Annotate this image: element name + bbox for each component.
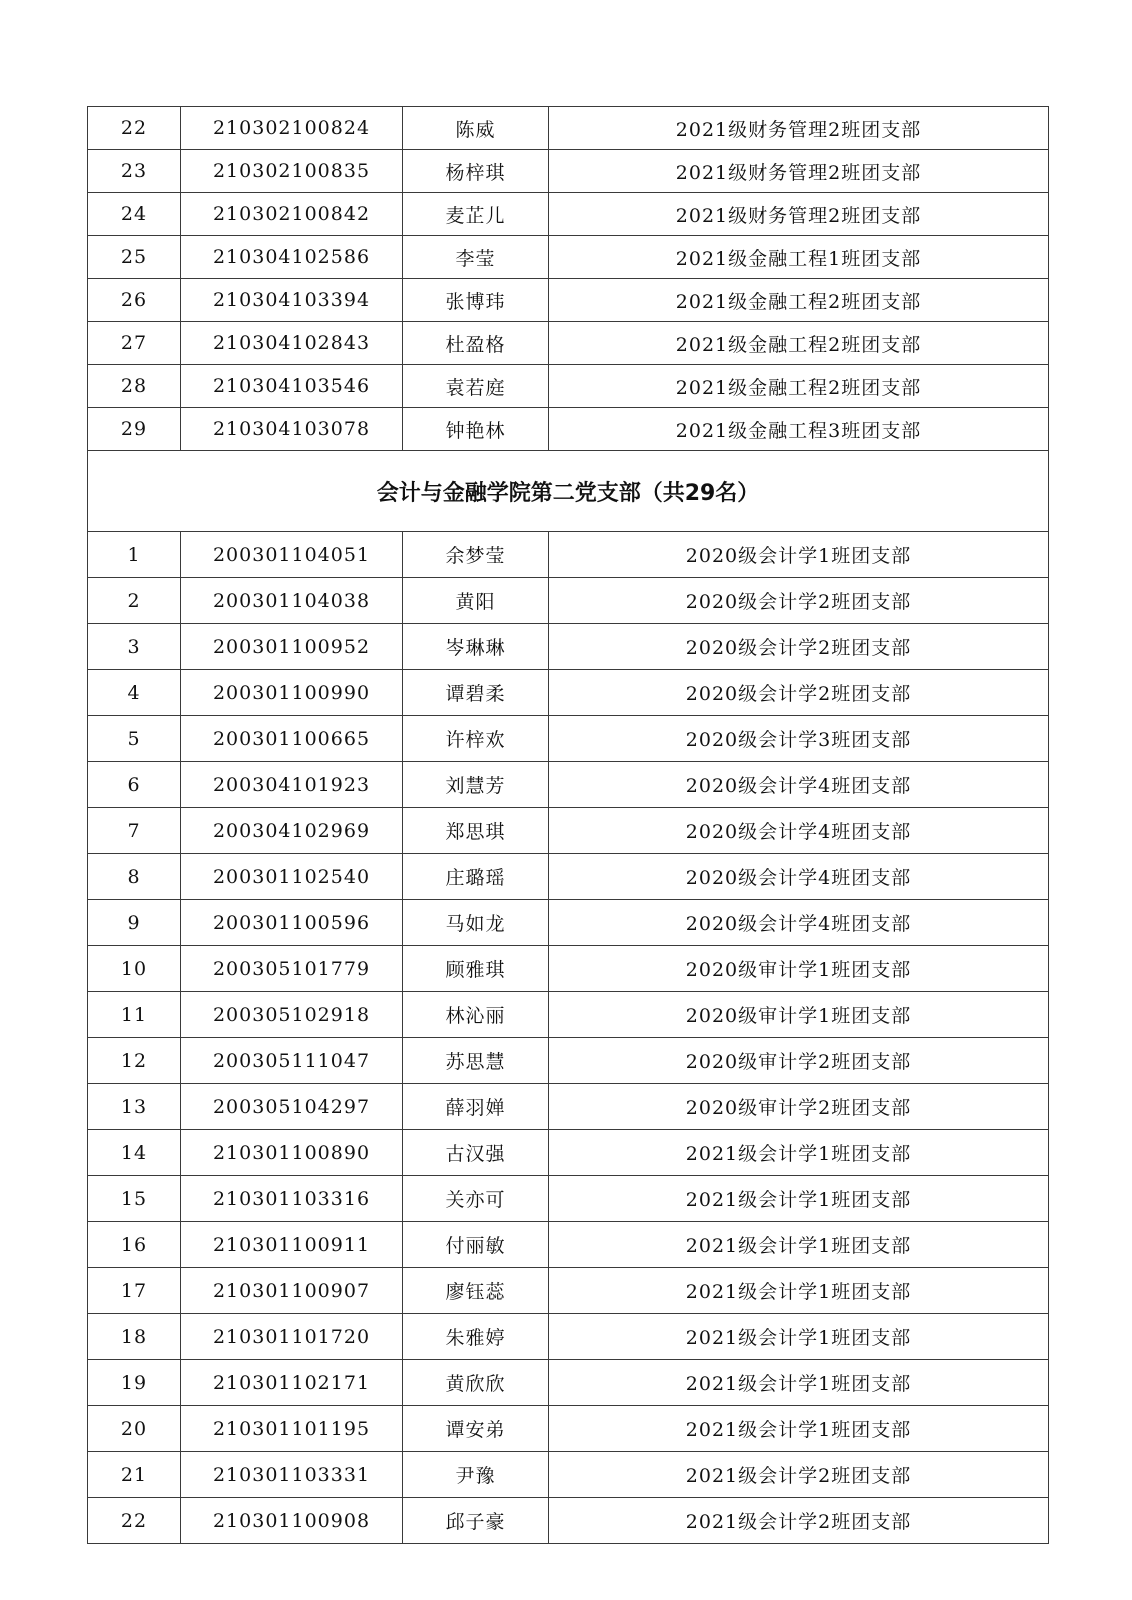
student-name: 岑琳琳	[403, 624, 549, 670]
student-id: 200301100990	[181, 670, 403, 716]
league-branch: 2020级会计学4班团支部	[549, 900, 1049, 946]
row-number: 25	[88, 236, 181, 279]
student-name: 苏思慧	[403, 1038, 549, 1084]
student-id: 200305104297	[181, 1084, 403, 1130]
league-branch: 2021级金融工程2班团支部	[549, 279, 1049, 322]
league-branch: 2020级会计学1班团支部	[549, 532, 1049, 578]
league-branch: 2021级会计学2班团支部	[549, 1452, 1049, 1498]
league-branch: 2021级会计学1班团支部	[549, 1360, 1049, 1406]
league-branch: 2020级会计学3班团支部	[549, 716, 1049, 762]
league-branch: 2021级会计学1班团支部	[549, 1130, 1049, 1176]
row-number: 17	[88, 1268, 181, 1314]
league-branch: 2020级会计学4班团支部	[549, 762, 1049, 808]
student-id: 210304103546	[181, 365, 403, 408]
student-id: 200305102918	[181, 992, 403, 1038]
league-branch: 2020级会计学4班团支部	[549, 808, 1049, 854]
member-roster-table	[87, 106, 1049, 1544]
table-row	[88, 946, 1049, 992]
row-number: 13	[88, 1084, 181, 1130]
row-number: 23	[88, 150, 181, 193]
student-name: 袁若庭	[403, 365, 549, 408]
league-branch: 2021级金融工程2班团支部	[549, 365, 1049, 408]
student-name: 朱雅婷	[403, 1314, 549, 1360]
league-branch: 2021级金融工程3班团支部	[549, 408, 1049, 451]
row-number: 28	[88, 365, 181, 408]
student-name: 李莹	[403, 236, 549, 279]
student-id: 210301100911	[181, 1222, 403, 1268]
row-number: 21	[88, 1452, 181, 1498]
student-name: 杜盈格	[403, 322, 549, 365]
league-branch: 2020级会计学2班团支部	[549, 624, 1049, 670]
student-name: 林沁丽	[403, 992, 549, 1038]
student-name: 张博玮	[403, 279, 549, 322]
student-id: 200304101923	[181, 762, 403, 808]
table-row	[88, 1314, 1049, 1360]
student-id: 210304102843	[181, 322, 403, 365]
student-name: 付丽敏	[403, 1222, 549, 1268]
student-name: 马如龙	[403, 900, 549, 946]
league-branch: 2021级会计学1班团支部	[549, 1176, 1049, 1222]
row-number: 6	[88, 762, 181, 808]
row-number: 10	[88, 946, 181, 992]
league-branch: 2021级财务管理2班团支部	[549, 150, 1049, 193]
table-row	[88, 1130, 1049, 1176]
table-row	[88, 532, 1049, 578]
league-branch: 2020级会计学4班团支部	[549, 854, 1049, 900]
section-heading-row	[88, 451, 1049, 532]
league-branch: 2020级审计学2班团支部	[549, 1038, 1049, 1084]
student-name: 谭安弟	[403, 1406, 549, 1452]
student-id: 200301100596	[181, 900, 403, 946]
row-number: 14	[88, 1130, 181, 1176]
league-branch: 2021级会计学1班团支部	[549, 1406, 1049, 1452]
student-id: 210301101195	[181, 1406, 403, 1452]
table-row	[88, 1176, 1049, 1222]
league-branch: 2020级审计学1班团支部	[549, 946, 1049, 992]
table-row	[88, 150, 1049, 193]
student-id: 210304103394	[181, 279, 403, 322]
student-id: 210301103331	[181, 1452, 403, 1498]
league-branch: 2021级财务管理2班团支部	[549, 107, 1049, 150]
table-row	[88, 365, 1049, 408]
row-number: 22	[88, 1498, 181, 1544]
table-row	[88, 279, 1049, 322]
student-name: 陈威	[403, 107, 549, 150]
student-name: 余梦莹	[403, 532, 549, 578]
student-name: 顾雅琪	[403, 946, 549, 992]
row-number: 12	[88, 1038, 181, 1084]
section-heading: 会计与金融学院第二党支部（共29名）	[88, 451, 1049, 532]
row-number: 20	[88, 1406, 181, 1452]
student-id: 200301104051	[181, 532, 403, 578]
student-id: 200305111047	[181, 1038, 403, 1084]
student-id: 200301104038	[181, 578, 403, 624]
league-branch: 2021级金融工程1班团支部	[549, 236, 1049, 279]
student-name: 黄欣欣	[403, 1360, 549, 1406]
table-row	[88, 900, 1049, 946]
table-row	[88, 716, 1049, 762]
student-id: 200304102969	[181, 808, 403, 854]
row-number: 11	[88, 992, 181, 1038]
row-number: 19	[88, 1360, 181, 1406]
table-row	[88, 193, 1049, 236]
student-name: 麦芷儿	[403, 193, 549, 236]
table-row	[88, 1498, 1049, 1544]
row-number: 15	[88, 1176, 181, 1222]
row-number: 24	[88, 193, 181, 236]
league-branch: 2020级会计学2班团支部	[549, 578, 1049, 624]
row-number: 9	[88, 900, 181, 946]
student-id: 210301102171	[181, 1360, 403, 1406]
row-number: 2	[88, 578, 181, 624]
row-number: 8	[88, 854, 181, 900]
row-number: 18	[88, 1314, 181, 1360]
table-row	[88, 1452, 1049, 1498]
student-id: 210301101720	[181, 1314, 403, 1360]
student-id: 210302100824	[181, 107, 403, 150]
table-row	[88, 762, 1049, 808]
student-name: 薛羽婵	[403, 1084, 549, 1130]
table-row	[88, 236, 1049, 279]
student-name: 谭碧柔	[403, 670, 549, 716]
student-id: 210302100842	[181, 193, 403, 236]
student-name: 庄璐瑶	[403, 854, 549, 900]
row-number: 26	[88, 279, 181, 322]
table-row	[88, 992, 1049, 1038]
student-id: 200301102540	[181, 854, 403, 900]
student-id: 210304102586	[181, 236, 403, 279]
table-row	[88, 1222, 1049, 1268]
student-name: 杨梓琪	[403, 150, 549, 193]
table-row	[88, 408, 1049, 451]
table-row	[88, 1038, 1049, 1084]
league-branch: 2021级会计学1班团支部	[549, 1314, 1049, 1360]
table-row	[88, 670, 1049, 716]
table-row	[88, 808, 1049, 854]
row-number: 4	[88, 670, 181, 716]
table-row	[88, 107, 1049, 150]
row-number: 22	[88, 107, 181, 150]
row-number: 7	[88, 808, 181, 854]
student-name: 古汉强	[403, 1130, 549, 1176]
student-id: 200301100952	[181, 624, 403, 670]
row-number: 29	[88, 408, 181, 451]
league-branch: 2021级金融工程2班团支部	[549, 322, 1049, 365]
student-name: 廖钰蕊	[403, 1268, 549, 1314]
student-name: 关亦可	[403, 1176, 549, 1222]
student-name: 尹豫	[403, 1452, 549, 1498]
student-id: 210301103316	[181, 1176, 403, 1222]
league-branch: 2020级会计学2班团支部	[549, 670, 1049, 716]
league-branch: 2021级财务管理2班团支部	[549, 193, 1049, 236]
row-number: 27	[88, 322, 181, 365]
student-id: 210304103078	[181, 408, 403, 451]
league-branch: 2021级会计学1班团支部	[549, 1222, 1049, 1268]
row-number: 3	[88, 624, 181, 670]
table-row	[88, 322, 1049, 365]
student-name: 黄阳	[403, 578, 549, 624]
student-name: 刘慧芳	[403, 762, 549, 808]
table-row	[88, 1406, 1049, 1452]
row-number: 1	[88, 532, 181, 578]
league-branch: 2021级会计学2班团支部	[549, 1498, 1049, 1544]
student-id: 210301100907	[181, 1268, 403, 1314]
table-row	[88, 1268, 1049, 1314]
row-number: 5	[88, 716, 181, 762]
student-name: 许梓欢	[403, 716, 549, 762]
student-name: 郑思琪	[403, 808, 549, 854]
table-row	[88, 578, 1049, 624]
league-branch: 2020级审计学2班团支部	[549, 1084, 1049, 1130]
table-row	[88, 854, 1049, 900]
student-id: 210302100835	[181, 150, 403, 193]
league-branch: 2021级会计学1班团支部	[549, 1268, 1049, 1314]
student-id: 200301100665	[181, 716, 403, 762]
row-number: 16	[88, 1222, 181, 1268]
league-branch: 2020级审计学1班团支部	[549, 992, 1049, 1038]
student-id: 210301100908	[181, 1498, 403, 1544]
student-id: 210301100890	[181, 1130, 403, 1176]
table-row	[88, 1084, 1049, 1130]
student-id: 200305101779	[181, 946, 403, 992]
table-row	[88, 1360, 1049, 1406]
student-name: 邱子豪	[403, 1498, 549, 1544]
student-name: 钟艳林	[403, 408, 549, 451]
table-row	[88, 624, 1049, 670]
